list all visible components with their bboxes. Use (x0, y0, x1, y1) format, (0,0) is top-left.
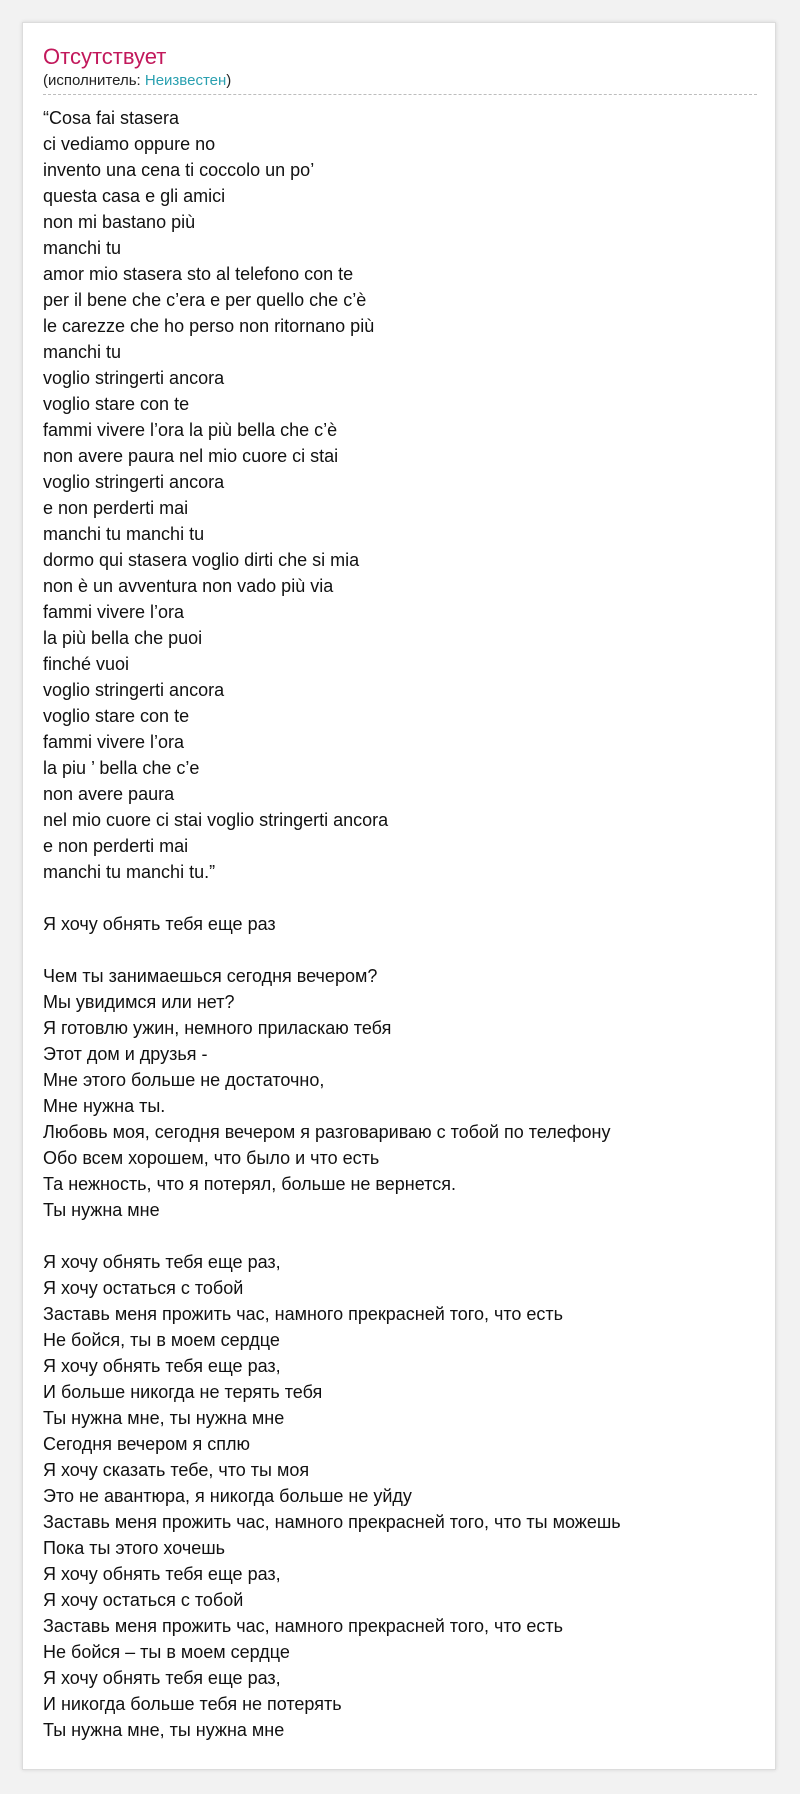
lyrics-body (43, 105, 757, 1743)
lyrics-line: la più bella che puoi (43, 628, 203, 648)
lyrics-line: Я хочу остаться с тобой (43, 1278, 244, 1298)
lyrics-line: fammi vivere l’ora la più bella che c’è (43, 420, 338, 440)
lyrics-line: le carezze che ho perso non ritornano più (43, 316, 375, 336)
lyrics-card (22, 22, 776, 1770)
lyrics-line: Заставь меня прожить час, намного прекрасней того, что есть (43, 1304, 564, 1324)
lyrics-line: Чем ты занимаешься сегодня вечером? (43, 966, 378, 986)
lyrics-line: Ты нужна мне (43, 1200, 160, 1220)
lyrics-line: voglio stringerti ancora (43, 368, 225, 388)
lyrics-line: dormo qui stasera voglio dirti che si mia (43, 550, 360, 570)
song-title: Отсутствует (43, 44, 167, 69)
lyrics-line: per il bene che c’era e per quello che c’è (43, 290, 367, 310)
lyrics-line: Не бойся, ты в моем сердце (43, 1330, 280, 1350)
lyrics-line: Я хочу остаться с тобой (43, 1590, 244, 1610)
lyrics-line: Мне нужна ты. (43, 1096, 166, 1116)
performer-line (43, 71, 757, 91)
lyrics-line: Я хочу обнять тебя еще раз, (43, 1668, 281, 1688)
lyrics-line: non avere paura (43, 784, 175, 804)
lyrics-line: manchi tu (43, 238, 122, 258)
lyrics-line: Ты нужна мне, ты нужна мне (43, 1720, 285, 1740)
lyrics-line: voglio stringerti ancora (43, 680, 225, 700)
lyrics-line: Не бойся – ты в моем сердце (43, 1642, 290, 1662)
lyrics-line: “Cosa fai stasera (43, 108, 180, 128)
lyrics-line: voglio stare con te (43, 706, 190, 726)
lyrics-line: manchi tu (43, 342, 122, 362)
lyrics-line: Я готовлю ужин, немного приласкаю тебя (43, 1018, 392, 1038)
lyrics-line: manchi tu manchi tu (43, 524, 205, 544)
lyrics-line: Заставь меня прожить час, намного прекрасней того, что есть (43, 1616, 564, 1636)
lyrics-line: Я хочу обнять тебя еще раз (43, 914, 276, 934)
lyrics-line: Любовь моя, сегодня вечером я разговариваю с тобой по телефону (43, 1122, 611, 1142)
lyrics-line: finché vuoi (43, 654, 130, 674)
lyrics-line: manchi tu manchi tu.” (43, 862, 216, 882)
lyrics-line: ci vediamo oppure no (43, 134, 216, 154)
lyrics-line: Я хочу обнять тебя еще раз, (43, 1356, 281, 1376)
lyrics-line: Заставь меня прожить час, намного прекрасней того, что ты можешь (43, 1512, 621, 1532)
lyrics-line: Обо всем хорошем, что было и что есть (43, 1148, 380, 1168)
lyrics-line: e non perderti mai (43, 836, 189, 856)
lyrics-line: nel mio cuore ci stai voglio stringerti ancora (43, 810, 389, 830)
lyrics-line: Пока ты этого хочешь (43, 1538, 226, 1558)
lyrics-line: Мне этого больше не достаточно, (43, 1070, 325, 1090)
performer-suffix: ) (226, 72, 232, 89)
lyrics-line: Это не авантюра, я никогда больше не уйду (43, 1486, 412, 1506)
lyrics-line: Этот дом и друзья - (43, 1044, 208, 1064)
lyrics-line: e non perderti mai (43, 498, 189, 518)
lyrics-line: Сегодня вечером я сплю (43, 1434, 251, 1454)
lyrics-line: Я хочу обнять тебя еще раз, (43, 1252, 281, 1272)
lyrics-line: Мы увидимся или нет? (43, 992, 235, 1012)
lyrics-blank-line (43, 885, 757, 911)
lyrics-line: amor mio stasera sto al telefono con te (43, 264, 354, 284)
lyrics-line: Та нежность, что я потерял, больше не вернется. (43, 1174, 456, 1194)
lyrics-line: Ты нужна мне, ты нужна мне (43, 1408, 285, 1428)
lyrics-line: questa casa e gli amici (43, 186, 226, 206)
song-header (43, 43, 757, 95)
lyrics-line: Я хочу сказать тебе, что ты моя (43, 1460, 310, 1480)
lyrics-line: non mi bastano più (43, 212, 196, 232)
lyrics-line: fammi vivere l’ora (43, 732, 185, 752)
lyrics-line: fammi vivere l’ora (43, 602, 185, 622)
lyrics-line: non è un avventura non vado più via (43, 576, 334, 596)
lyrics-line: И никогда больше тебя не потерять (43, 1694, 342, 1714)
performer-prefix: (исполнитель: (43, 72, 145, 89)
lyrics-line: voglio stringerti ancora (43, 472, 225, 492)
lyrics-line: Я хочу обнять тебя еще раз, (43, 1564, 281, 1584)
lyrics-line: invento una cena ti coccolo un po’ (43, 160, 315, 180)
lyrics-blank-line (43, 937, 757, 963)
lyrics-line: non avere paura nel mio cuore ci stai (43, 446, 339, 466)
lyrics-line: la piu ’ bella che c’e (43, 758, 200, 778)
lyrics-blank-line (43, 1223, 757, 1249)
lyrics-line: voglio stare con te (43, 394, 190, 414)
lyrics-line: И больше никогда не терять тебя (43, 1382, 323, 1402)
performer-link[interactable]: Неизвестен (144, 72, 227, 89)
